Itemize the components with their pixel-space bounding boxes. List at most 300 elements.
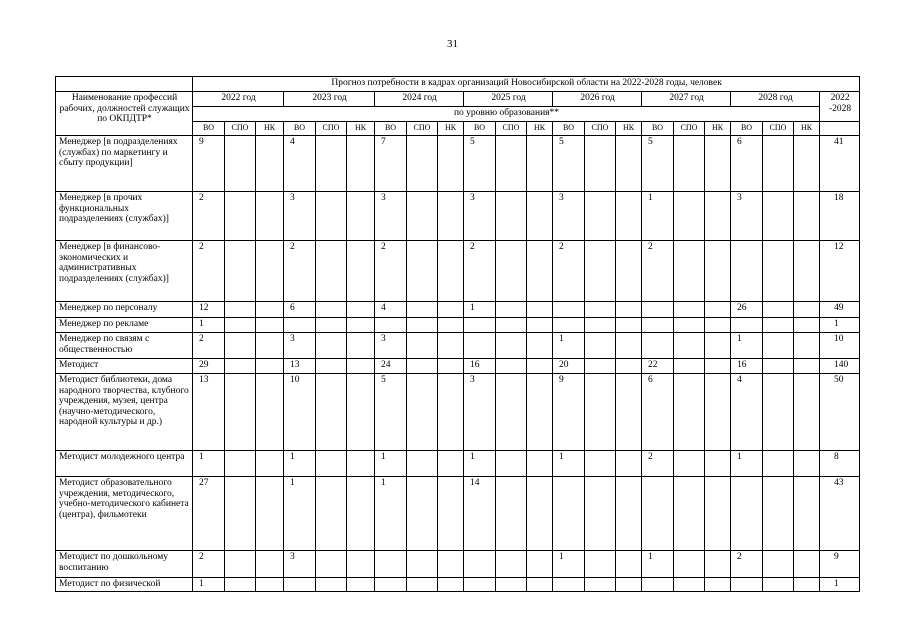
- nk-value-cell: [438, 359, 464, 374]
- vo-value-cell: [464, 578, 496, 592]
- spo-value-cell: [763, 451, 794, 477]
- vo-value-cell: 5: [375, 374, 407, 451]
- vo-value-cell: 1: [193, 318, 225, 333]
- vo-value-cell: 2: [375, 241, 407, 302]
- level-header-vo: ВО: [464, 122, 496, 136]
- year-header-2024: 2024 год: [375, 92, 464, 107]
- level-header-spo: СПО: [585, 122, 616, 136]
- vo-value-cell: 1: [284, 477, 316, 551]
- nk-value-cell: [438, 318, 464, 333]
- spo-value-cell: [316, 136, 347, 192]
- vo-value-cell: 13: [284, 359, 316, 374]
- spo-value-cell: [407, 192, 438, 241]
- spo-value-cell: [407, 477, 438, 551]
- nk-value-cell: [438, 578, 464, 592]
- nk-value-cell: [794, 333, 820, 359]
- spo-value-cell: [496, 192, 527, 241]
- spo-value-cell: [674, 302, 705, 318]
- vo-value-cell: 13: [193, 374, 225, 451]
- spo-value-cell: [225, 192, 256, 241]
- spo-value-cell: [674, 333, 705, 359]
- nk-value-cell: [347, 192, 375, 241]
- profession-name-cell: Менеджер по рекламе: [56, 318, 193, 333]
- spo-value-cell: [585, 578, 616, 592]
- vo-value-cell: 1: [731, 333, 763, 359]
- nk-value-cell: [616, 551, 642, 578]
- profession-name-cell: Методист по физической: [56, 578, 193, 592]
- nk-value-cell: [256, 241, 284, 302]
- spo-value-cell: [225, 359, 256, 374]
- vo-value-cell: 2: [193, 241, 225, 302]
- vo-value-cell: 10: [284, 374, 316, 451]
- level-header-nk: НК: [705, 122, 731, 136]
- spo-value-cell: [316, 359, 347, 374]
- vo-value-cell: 2: [193, 551, 225, 578]
- vo-value-cell: [731, 318, 763, 333]
- nk-value-cell: [616, 477, 642, 551]
- spo-value-cell: [316, 451, 347, 477]
- total-value-cell: 1: [820, 318, 860, 333]
- nk-value-cell: [347, 241, 375, 302]
- vo-value-cell: 3: [553, 192, 585, 241]
- level-header-vo: ВО: [553, 122, 585, 136]
- spo-value-cell: [316, 374, 347, 451]
- vo-value-cell: [642, 302, 674, 318]
- profession-name-cell: Менеджер по связям с общественностью: [56, 333, 193, 359]
- spo-value-cell: [316, 302, 347, 318]
- vo-value-cell: [375, 551, 407, 578]
- spo-value-cell: [496, 451, 527, 477]
- spo-value-cell: [407, 241, 438, 302]
- nk-value-cell: [256, 318, 284, 333]
- nk-value-cell: [794, 192, 820, 241]
- total-value-cell: 50: [820, 374, 860, 451]
- total-value-cell: 43: [820, 477, 860, 551]
- vo-value-cell: 2: [464, 241, 496, 302]
- spo-value-cell: [674, 578, 705, 592]
- nk-value-cell: [794, 302, 820, 318]
- vo-value-cell: [284, 578, 316, 592]
- spo-value-cell: [496, 359, 527, 374]
- vo-value-cell: 7: [375, 136, 407, 192]
- year-header-2023: 2023 год: [284, 92, 375, 107]
- profession-name-cell: Методист образовательного учреждения, методического, учебно-методического кабинета (центра), фильмотеки: [56, 477, 193, 551]
- nk-value-cell: [347, 318, 375, 333]
- spo-value-cell: [674, 374, 705, 451]
- nk-value-cell: [705, 241, 731, 302]
- level-header-nk: НК: [256, 122, 284, 136]
- vo-value-cell: [375, 578, 407, 592]
- nk-value-cell: [256, 551, 284, 578]
- spo-value-cell: [674, 451, 705, 477]
- vo-value-cell: 20: [553, 359, 585, 374]
- table-row: [56, 318, 860, 333]
- spo-value-cell: [225, 451, 256, 477]
- profession-name-header: Наименование профессий рабочих, должностей служащих по ОКПДТР*: [56, 92, 193, 136]
- vo-value-cell: 1: [731, 451, 763, 477]
- vo-value-cell: 16: [464, 359, 496, 374]
- vo-value-cell: 2: [553, 241, 585, 302]
- vo-value-cell: 1: [553, 333, 585, 359]
- nk-value-cell: [616, 318, 642, 333]
- spo-value-cell: [496, 318, 527, 333]
- spo-value-cell: [763, 359, 794, 374]
- level-header-vo: ВО: [375, 122, 407, 136]
- level-header-total-blank: [820, 122, 860, 136]
- vo-value-cell: 3: [284, 192, 316, 241]
- vo-value-cell: 1: [284, 451, 316, 477]
- level-header-nk: НК: [527, 122, 553, 136]
- nk-value-cell: [527, 578, 553, 592]
- education-level-header: по уровню образования**: [193, 107, 820, 122]
- spo-value-cell: [225, 333, 256, 359]
- profession-name-cell: Методист библиотеки, дома народного творчества, клубного учреждения, музея, центра (научно-методического, народной культуры и др.): [56, 374, 193, 451]
- vo-value-cell: 14: [464, 477, 496, 551]
- spo-value-cell: [316, 477, 347, 551]
- level-header-spo: СПО: [763, 122, 794, 136]
- nk-value-cell: [705, 451, 731, 477]
- nk-value-cell: [527, 451, 553, 477]
- vo-value-cell: 3: [284, 551, 316, 578]
- table-row: [56, 578, 860, 592]
- spo-value-cell: [225, 318, 256, 333]
- vo-value-cell: 12: [193, 302, 225, 318]
- total-value-cell: 8: [820, 451, 860, 477]
- profession-name-cell: Методист по дошкольному воспитанию: [56, 551, 193, 578]
- spo-value-cell: [407, 136, 438, 192]
- total-value-cell: 10: [820, 333, 860, 359]
- vo-value-cell: 3: [464, 374, 496, 451]
- nk-value-cell: [347, 359, 375, 374]
- nk-value-cell: [438, 136, 464, 192]
- nk-value-cell: [705, 578, 731, 592]
- vo-value-cell: 1: [375, 477, 407, 551]
- nk-value-cell: [527, 551, 553, 578]
- spo-value-cell: [674, 241, 705, 302]
- spo-value-cell: [496, 578, 527, 592]
- table-row: [56, 477, 860, 551]
- vo-value-cell: 27: [193, 477, 225, 551]
- nk-value-cell: [438, 241, 464, 302]
- spo-value-cell: [674, 136, 705, 192]
- spo-value-cell: [225, 578, 256, 592]
- vo-value-cell: 3: [375, 333, 407, 359]
- vo-value-cell: [464, 333, 496, 359]
- vo-value-cell: 6: [284, 302, 316, 318]
- spo-value-cell: [407, 551, 438, 578]
- spo-value-cell: [407, 318, 438, 333]
- nk-value-cell: [705, 136, 731, 192]
- vo-value-cell: 5: [464, 136, 496, 192]
- vo-value-cell: 24: [375, 359, 407, 374]
- spo-value-cell: [316, 241, 347, 302]
- nk-value-cell: [794, 451, 820, 477]
- table-row: [56, 241, 860, 302]
- spo-value-cell: [407, 333, 438, 359]
- nk-value-cell: [438, 192, 464, 241]
- nk-value-cell: [794, 578, 820, 592]
- vo-value-cell: 2: [731, 551, 763, 578]
- nk-value-cell: [347, 333, 375, 359]
- spo-value-cell: [763, 192, 794, 241]
- vo-value-cell: 2: [193, 192, 225, 241]
- nk-value-cell: [256, 359, 284, 374]
- spo-value-cell: [763, 302, 794, 318]
- spo-value-cell: [225, 136, 256, 192]
- nk-value-cell: [256, 477, 284, 551]
- vo-value-cell: [375, 318, 407, 333]
- spo-value-cell: [585, 333, 616, 359]
- vo-value-cell: 3: [464, 192, 496, 241]
- nk-value-cell: [705, 477, 731, 551]
- nk-value-cell: [794, 241, 820, 302]
- spo-value-cell: [763, 333, 794, 359]
- vo-value-cell: [642, 477, 674, 551]
- table-row: [56, 333, 860, 359]
- spo-value-cell: [763, 318, 794, 333]
- nk-value-cell: [256, 374, 284, 451]
- vo-value-cell: 6: [642, 374, 674, 451]
- level-header-nk: НК: [794, 122, 820, 136]
- vo-value-cell: [553, 302, 585, 318]
- vo-value-cell: 3: [284, 333, 316, 359]
- nk-value-cell: [527, 302, 553, 318]
- spo-value-cell: [316, 318, 347, 333]
- total-header: 2022 -2028: [820, 92, 860, 122]
- nk-value-cell: [794, 318, 820, 333]
- spo-value-cell: [496, 477, 527, 551]
- vo-value-cell: 1: [464, 302, 496, 318]
- nk-value-cell: [616, 451, 642, 477]
- spo-value-cell: [585, 241, 616, 302]
- spo-value-cell: [496, 302, 527, 318]
- vo-value-cell: 1: [642, 551, 674, 578]
- vo-value-cell: [284, 318, 316, 333]
- level-header-spo: СПО: [316, 122, 347, 136]
- nk-value-cell: [347, 302, 375, 318]
- nk-value-cell: [527, 333, 553, 359]
- year-header-2025: 2025 год: [464, 92, 553, 107]
- spo-value-cell: [496, 551, 527, 578]
- spo-value-cell: [225, 374, 256, 451]
- vo-value-cell: [553, 477, 585, 551]
- spo-value-cell: [316, 333, 347, 359]
- nk-value-cell: [705, 192, 731, 241]
- table-row: [56, 374, 860, 451]
- nk-value-cell: [256, 136, 284, 192]
- nk-value-cell: [616, 578, 642, 592]
- spo-value-cell: [585, 551, 616, 578]
- level-header-vo: ВО: [284, 122, 316, 136]
- year-header-2022: 2022 год: [193, 92, 284, 107]
- nk-value-cell: [705, 318, 731, 333]
- spo-value-cell: [316, 551, 347, 578]
- nk-value-cell: [347, 374, 375, 451]
- nk-value-cell: [256, 192, 284, 241]
- nk-value-cell: [527, 359, 553, 374]
- level-header-nk: НК: [347, 122, 375, 136]
- nk-value-cell: [705, 551, 731, 578]
- vo-value-cell: [731, 578, 763, 592]
- nk-value-cell: [527, 477, 553, 551]
- spo-value-cell: [225, 477, 256, 551]
- nk-value-cell: [347, 477, 375, 551]
- vo-value-cell: [553, 578, 585, 592]
- spo-value-cell: [763, 241, 794, 302]
- nk-value-cell: [256, 578, 284, 592]
- vo-value-cell: 1: [193, 451, 225, 477]
- table-caption: Прогноз потребности в кадрах организаций Новосибирской области на 2022-2028 годы, человек: [193, 77, 860, 92]
- vo-value-cell: [642, 578, 674, 592]
- vo-value-cell: [642, 318, 674, 333]
- table-row: [56, 136, 860, 192]
- level-header-spo: СПО: [496, 122, 527, 136]
- vo-value-cell: 29: [193, 359, 225, 374]
- vo-value-cell: 5: [642, 136, 674, 192]
- spo-value-cell: [585, 302, 616, 318]
- profession-name-cell: Методист молодежного центра: [56, 451, 193, 477]
- spo-value-cell: [585, 192, 616, 241]
- vo-value-cell: 2: [642, 241, 674, 302]
- spo-value-cell: [407, 302, 438, 318]
- profession-name-cell: Менеджер [в прочих функциональных подразделениях (службах)]: [56, 192, 193, 241]
- vo-value-cell: 2: [284, 241, 316, 302]
- profession-name-cell: Методист: [56, 359, 193, 374]
- vo-value-cell: 22: [642, 359, 674, 374]
- level-header-vo: ВО: [642, 122, 674, 136]
- spo-value-cell: [585, 359, 616, 374]
- nk-value-cell: [438, 302, 464, 318]
- spo-value-cell: [316, 578, 347, 592]
- level-header-spo: СПО: [225, 122, 256, 136]
- nk-value-cell: [616, 374, 642, 451]
- nk-value-cell: [794, 551, 820, 578]
- nk-value-cell: [616, 359, 642, 374]
- vo-value-cell: 5: [553, 136, 585, 192]
- year-header-2028: 2028 год: [731, 92, 820, 107]
- nk-value-cell: [438, 451, 464, 477]
- total-value-cell: 49: [820, 302, 860, 318]
- vo-value-cell: [731, 241, 763, 302]
- spo-value-cell: [585, 477, 616, 551]
- spo-value-cell: [585, 136, 616, 192]
- vo-value-cell: 3: [731, 192, 763, 241]
- spo-value-cell: [674, 359, 705, 374]
- vo-value-cell: 9: [193, 136, 225, 192]
- spo-value-cell: [225, 551, 256, 578]
- nk-value-cell: [256, 302, 284, 318]
- nk-value-cell: [527, 192, 553, 241]
- spo-value-cell: [407, 578, 438, 592]
- vo-value-cell: 1: [553, 451, 585, 477]
- nk-value-cell: [705, 302, 731, 318]
- nk-value-cell: [438, 477, 464, 551]
- total-value-cell: 140: [820, 359, 860, 374]
- spo-value-cell: [674, 318, 705, 333]
- spo-value-cell: [763, 551, 794, 578]
- nk-value-cell: [527, 241, 553, 302]
- nk-value-cell: [616, 136, 642, 192]
- level-header-spo: СПО: [407, 122, 438, 136]
- spo-value-cell: [496, 136, 527, 192]
- spo-value-cell: [763, 477, 794, 551]
- profession-name-cell: Менеджер [в финансово-экономических и административных подразделениях (службах)]: [56, 241, 193, 302]
- spo-value-cell: [496, 374, 527, 451]
- vo-value-cell: 26: [731, 302, 763, 318]
- profession-name-cell: Менеджер [в подразделениях (службах) по маркетингу и сбыту продукции]: [56, 136, 193, 192]
- total-value-cell: 41: [820, 136, 860, 192]
- spo-value-cell: [316, 192, 347, 241]
- vo-value-cell: [642, 333, 674, 359]
- level-header-vo: ВО: [193, 122, 225, 136]
- level-header-vo: ВО: [731, 122, 763, 136]
- table-row: [56, 302, 860, 318]
- spo-value-cell: [407, 359, 438, 374]
- spo-value-cell: [585, 374, 616, 451]
- spo-value-cell: [763, 578, 794, 592]
- nk-value-cell: [347, 136, 375, 192]
- table-row: [56, 551, 860, 578]
- level-header-nk: НК: [616, 122, 642, 136]
- vo-value-cell: 4: [284, 136, 316, 192]
- nk-value-cell: [616, 192, 642, 241]
- spo-value-cell: [407, 451, 438, 477]
- nk-value-cell: [794, 374, 820, 451]
- spo-value-cell: [674, 192, 705, 241]
- nk-value-cell: [256, 451, 284, 477]
- nk-value-cell: [794, 136, 820, 192]
- level-header-nk: НК: [438, 122, 464, 136]
- level-header-spo: СПО: [674, 122, 705, 136]
- nk-value-cell: [438, 374, 464, 451]
- vo-value-cell: [464, 551, 496, 578]
- vo-value-cell: 1: [553, 551, 585, 578]
- nk-value-cell: [616, 241, 642, 302]
- page-number: 31: [447, 38, 458, 50]
- vo-value-cell: 3: [375, 192, 407, 241]
- nk-value-cell: [527, 374, 553, 451]
- total-value-cell: 1: [820, 578, 860, 592]
- vo-value-cell: 2: [193, 333, 225, 359]
- vo-value-cell: 2: [642, 451, 674, 477]
- vo-value-cell: 9: [553, 374, 585, 451]
- nk-value-cell: [256, 333, 284, 359]
- spo-value-cell: [496, 241, 527, 302]
- nk-value-cell: [705, 359, 731, 374]
- nk-value-cell: [705, 333, 731, 359]
- spo-value-cell: [496, 333, 527, 359]
- vo-value-cell: [464, 318, 496, 333]
- vo-value-cell: 1: [375, 451, 407, 477]
- total-value-cell: 9: [820, 551, 860, 578]
- spo-value-cell: [225, 302, 256, 318]
- vo-value-cell: 16: [731, 359, 763, 374]
- vo-value-cell: 1: [464, 451, 496, 477]
- total-value-cell: 12: [820, 241, 860, 302]
- nk-value-cell: [438, 551, 464, 578]
- table-row: [56, 451, 860, 477]
- vo-value-cell: 1: [642, 192, 674, 241]
- total-value-cell: 18: [820, 192, 860, 241]
- year-header-2026: 2026 год: [553, 92, 642, 107]
- spo-value-cell: [674, 477, 705, 551]
- spo-value-cell: [674, 551, 705, 578]
- table-row: [56, 192, 860, 241]
- nk-value-cell: [527, 136, 553, 192]
- workforce-forecast-table: [55, 76, 860, 592]
- nk-value-cell: [616, 302, 642, 318]
- nk-value-cell: [616, 333, 642, 359]
